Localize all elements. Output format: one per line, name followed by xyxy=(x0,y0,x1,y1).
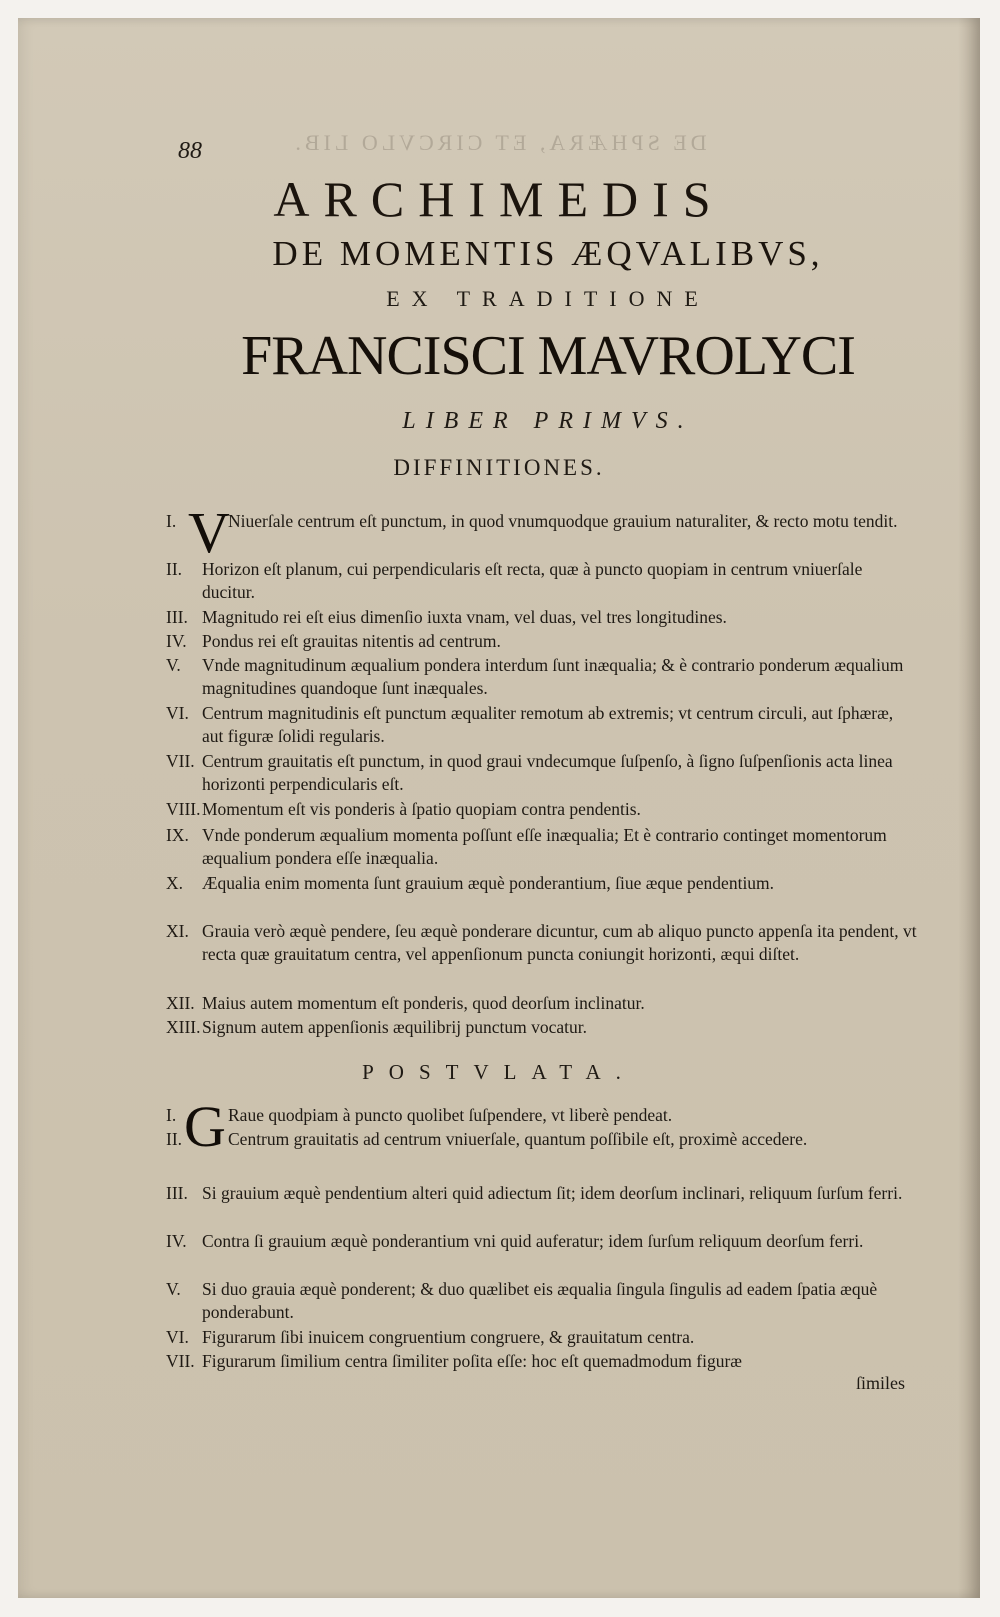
definition-text: Magnitudo rei eſt eius dimenſio iuxta vnam, vel duas, vel tres longitudines. xyxy=(202,607,727,627)
postulate-4 xyxy=(166,1230,918,1253)
definition-12 xyxy=(166,992,918,1015)
postulate-text: Si duo grauia æquè ponderent; & duo quælibet eis æqualia ſingula ſingulis ad eadem ſpatia æquè ponderabunt. xyxy=(202,1279,878,1322)
definition-number: II. xyxy=(166,559,183,579)
definition-13 xyxy=(166,1016,918,1039)
definition-text: Vnde magnitudinum æqualium pondera interdum ſunt inæqualia; & è contrario ponderum æqualium magnitudines quandoque ſunt inæquales. xyxy=(202,655,904,698)
definition-number: XI. xyxy=(166,921,189,941)
postulate-number: VI. xyxy=(166,1327,189,1347)
definition-text: Maius autem momentum eſt ponderis, quod deorſum inclinatur. xyxy=(202,993,645,1013)
postulate-text: Si grauium æquè pendentium alteri quid adiectum ſit; idem deorſum inclinari, reliquum ſurſum ferri. xyxy=(202,1183,903,1203)
drop-cap: V xyxy=(188,500,230,565)
definition-text: Signum autem appenſionis æquilibrij punctum vocatur. xyxy=(202,1017,587,1037)
definitions-heading: DIFFINITIONES. xyxy=(393,455,605,480)
definition-number: XII. xyxy=(166,993,195,1013)
definition-1 xyxy=(166,500,918,565)
definition-number: X. xyxy=(166,873,184,893)
definition-10 xyxy=(166,872,918,895)
definition-number: V. xyxy=(166,655,181,675)
drop-cap: G xyxy=(184,1094,226,1159)
definition-text: Pondus rei eſt grauitas nitentis ad centrum. xyxy=(202,631,501,651)
postulate-number: IV. xyxy=(166,1231,187,1251)
postulates-heading: POSTVLATA. xyxy=(362,1060,636,1084)
definition-text: Æqualia enim momenta ſunt grauium æquè ponderantium, ſiue æque pendentium. xyxy=(202,873,775,893)
postulate-2 xyxy=(166,1128,918,1151)
definition-number: IX. xyxy=(166,825,189,845)
postulate-number: VII. xyxy=(166,1351,195,1371)
definition-text: Grauia verò æquè pendere, ſeu æquè ponderare dicuntur, cum ab aliquo puncto appenſa ita pendent, vt recta quæ grauitatum centra, vel appenſionum puncta coniungit horizonti, æqui diſtet. xyxy=(202,921,917,964)
postulate-text: Centrum grauitatis ad centrum vniuerſale, quantum poſſibile eſt, proximè accedere. xyxy=(228,1129,808,1149)
bleed-through-text: DE SPHÆRA, ET CIRCVLO LIB. xyxy=(291,130,707,155)
definition-text: Niuerſale centrum eſt punctum, in quod vnumquodque grauium naturaliter, & recto motu tendit. xyxy=(228,511,898,531)
postulate-3 xyxy=(166,1182,918,1205)
page-edge-shadow xyxy=(958,18,980,1598)
definition-text: Momentum eſt vis ponderis à ſpatio quopiam contra pendentis. xyxy=(202,799,641,819)
book-label: LIBER PRIMVS. xyxy=(402,408,694,434)
postulate-number: III. xyxy=(166,1183,188,1203)
definition-7 xyxy=(166,750,918,795)
postulate-number: II. xyxy=(166,1129,183,1149)
postulate-text: Figurarum ſimilium centra ſimiliter poſita eſſe: hoc eſt quemadmodum figuræ xyxy=(202,1351,742,1371)
postulate-6 xyxy=(166,1326,918,1349)
definition-8 xyxy=(166,798,918,821)
title-subject: DE MOMENTIS ÆQVALIBVS, xyxy=(272,234,824,273)
definition-number: VI. xyxy=(166,703,189,723)
definition-number: IV. xyxy=(166,631,187,651)
definition-9 xyxy=(166,824,918,869)
definition-number: I. xyxy=(166,511,177,531)
definition-6 xyxy=(166,702,918,747)
definition-4 xyxy=(166,630,918,653)
book-page xyxy=(18,18,980,1598)
definition-number: VIII. xyxy=(166,799,201,819)
definition-5 xyxy=(166,654,918,699)
definition-text: Centrum grauitatis eſt punctum, in quod graui vndecumque ſuſpenſo, à ſigno ſuſpenſionis acta linea horizonti perpendicularis eſt. xyxy=(202,751,893,794)
title-author: ARCHIMEDIS xyxy=(273,171,725,227)
postulate-text: Contra ſi grauium æquè ponderantium vni quid auferatur; idem ſurſum reliquum deorſum ferri. xyxy=(202,1231,864,1251)
definition-text: Centrum magnitudinis eſt punctum æqualiter remotum ab extremis; vt centrum circuli, aut ſphæræ, aut figuræ ſolidi regularis. xyxy=(202,703,894,746)
title-editor: FRANCISCI MAVROLYCI xyxy=(241,325,855,387)
definition-number: VII. xyxy=(166,751,195,771)
title-tradition: EX TRADITIONE xyxy=(386,286,710,311)
postulate-number: I. xyxy=(166,1105,177,1125)
definition-text: Horizon eſt planum, cui perpendicularis eſt recta, quæ à puncto quopiam in centrum vniuerſale ducitur. xyxy=(202,559,863,602)
definition-2 xyxy=(166,558,918,603)
postulate-7 xyxy=(166,1350,918,1373)
folio-number: 88 xyxy=(178,138,202,164)
catchword: ſimiles xyxy=(856,1373,905,1393)
definition-text: Vnde ponderum æqualium momenta poſſunt eſſe inæqualia; Et è contrario continget momentorum æqualium pondera eſſe inæqualia. xyxy=(202,825,887,868)
definition-number: III. xyxy=(166,607,188,627)
postulate-5 xyxy=(166,1278,918,1323)
postulate-text: Figurarum ſibi inuicem congruentium congruere, & grauitatum centra. xyxy=(202,1327,695,1347)
definition-number: XIII. xyxy=(166,1017,201,1037)
postulate-number: V. xyxy=(166,1279,181,1299)
postulate-text: Raue quodpiam à puncto quolibet ſuſpendere, vt liberè pendeat. xyxy=(228,1105,673,1125)
definition-3 xyxy=(166,606,918,629)
definition-11 xyxy=(166,920,918,965)
